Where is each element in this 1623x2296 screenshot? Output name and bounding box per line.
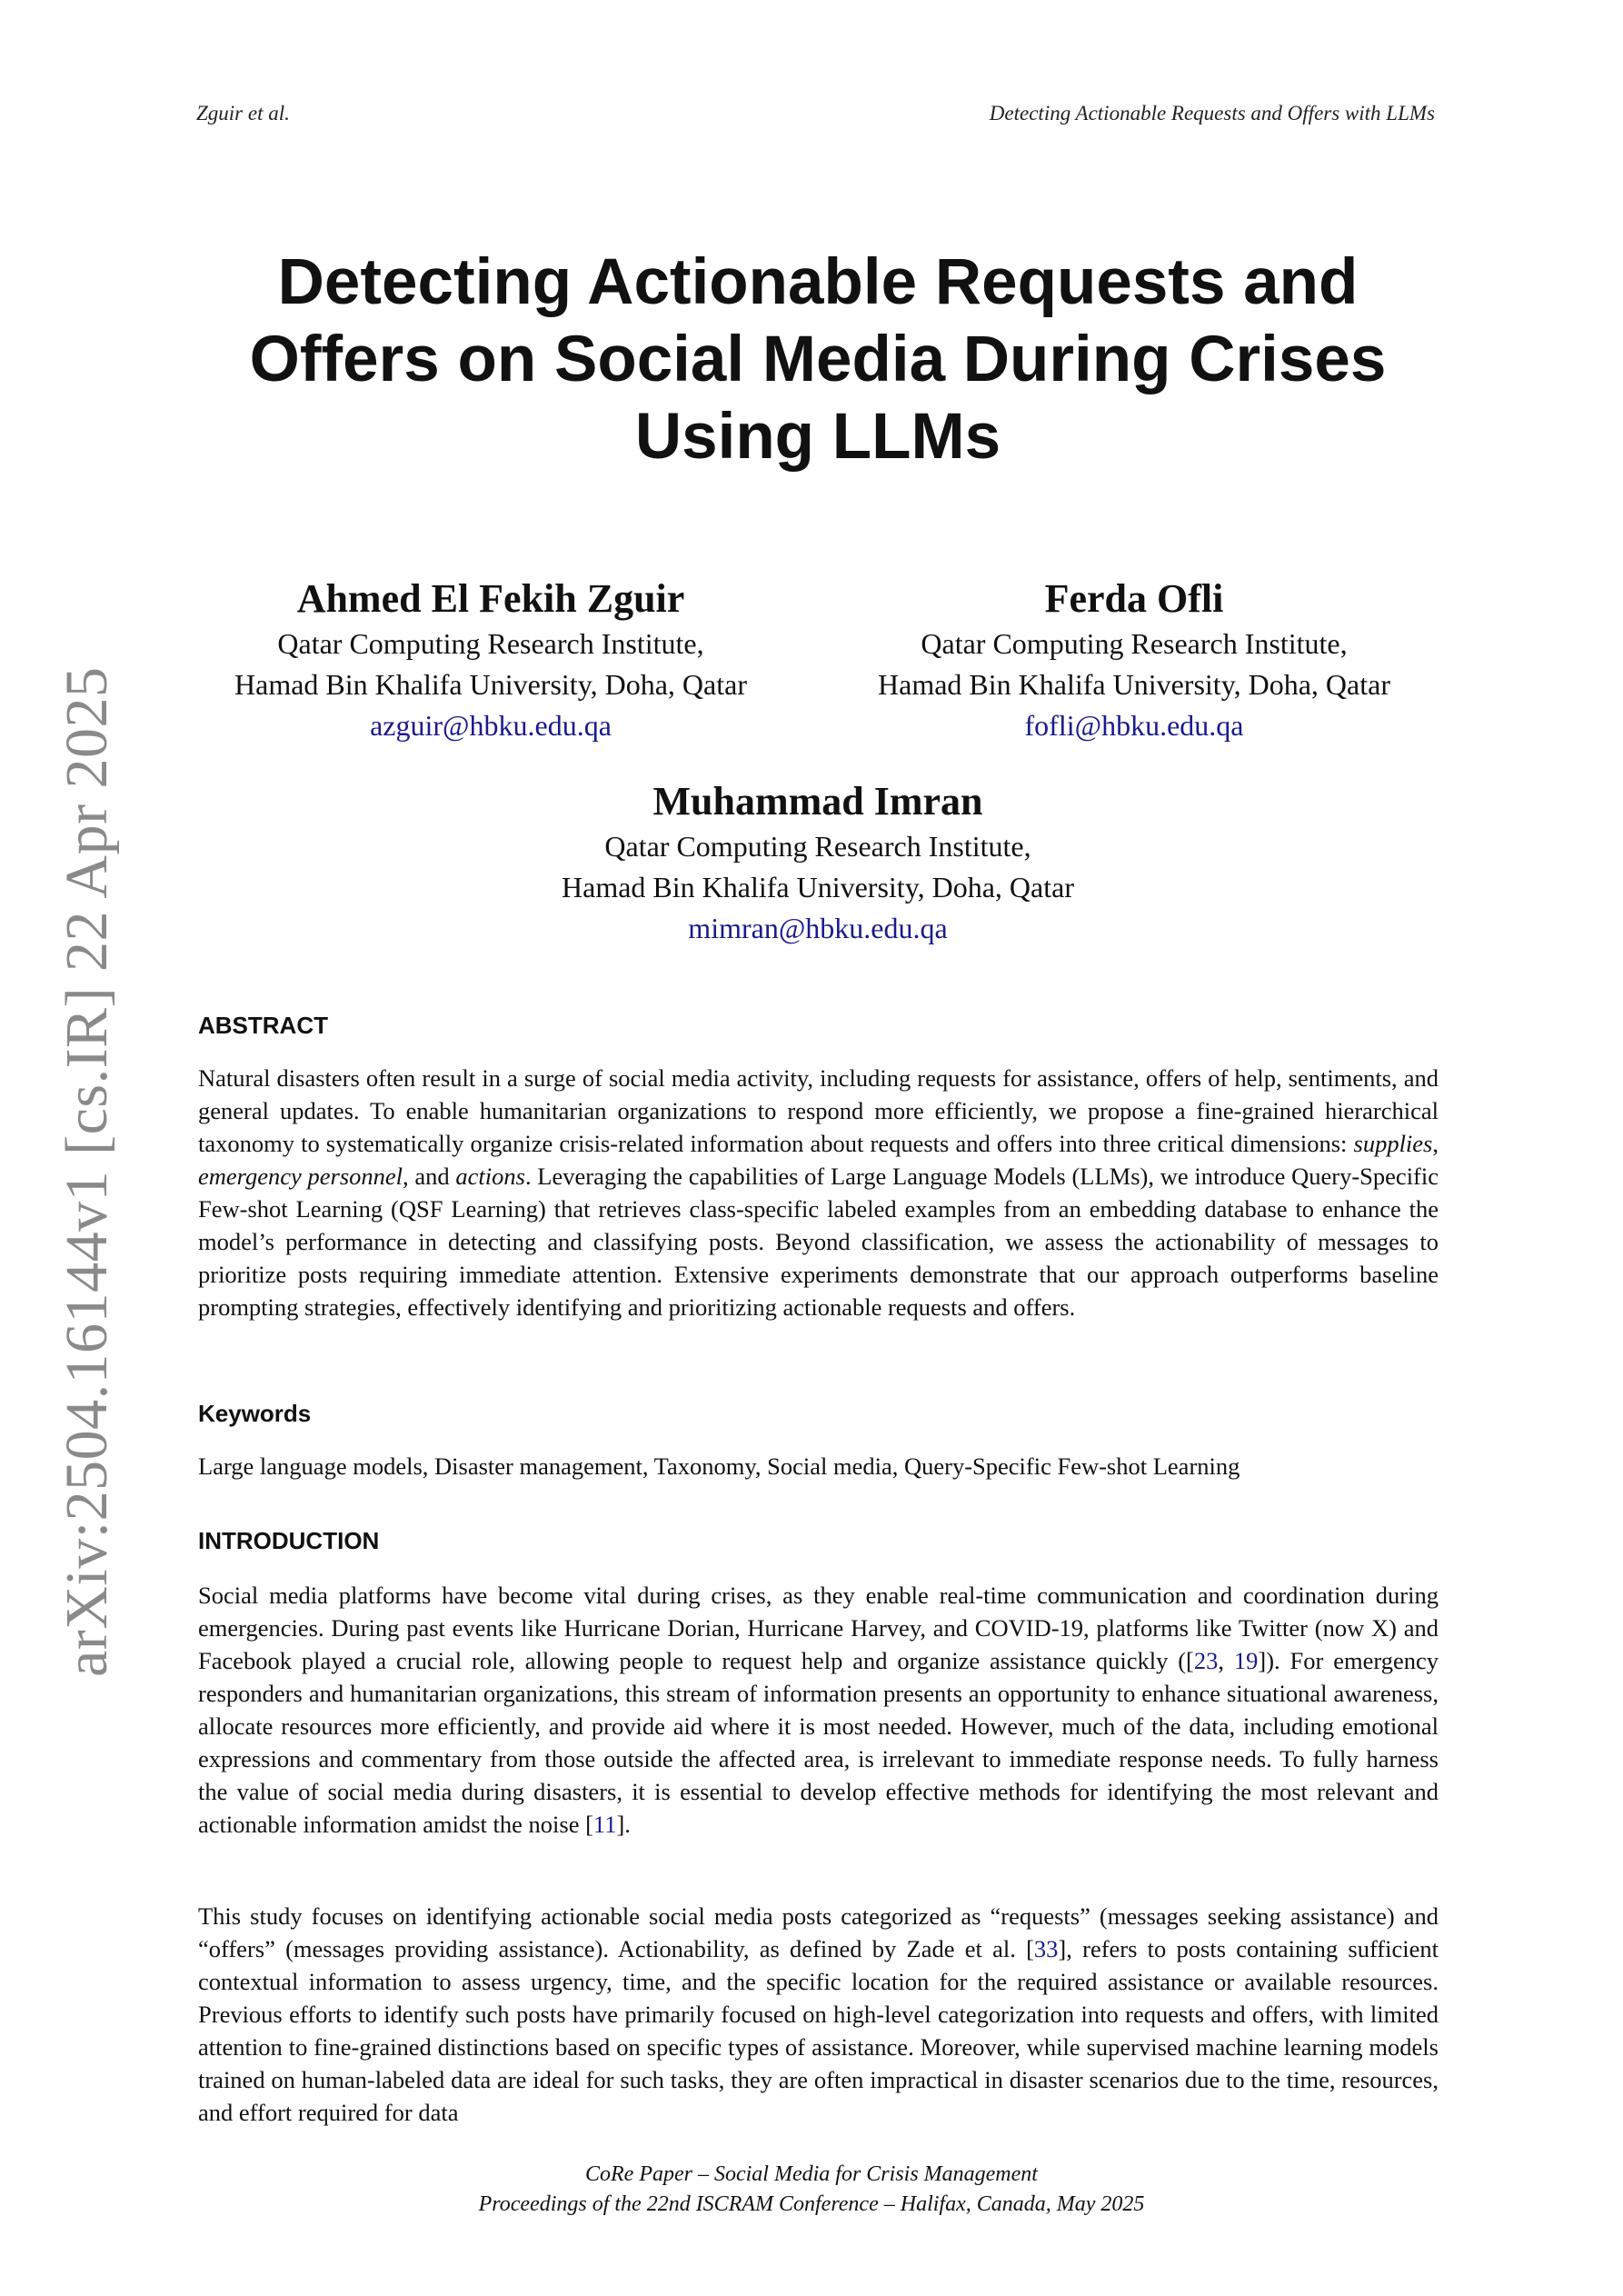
author-affiliation: Hamad Bin Khalifa University, Doha, Qatar xyxy=(878,668,1390,701)
author-name: Muhammad Imran xyxy=(652,779,983,824)
citation-link[interactable]: 11 xyxy=(592,1811,617,1838)
abstract-text-part: , xyxy=(1432,1130,1439,1157)
author-affiliation: Qatar Computing Research Institute, xyxy=(921,627,1348,660)
title-line-3: Using LLMs xyxy=(634,401,1001,473)
abstract-text-part: Natural disasters often result in a surge of social media activity, including requests for assistance, offers of help, sentiments, and general updates. To enable humanitarian organizations to respond more efficiently, we propose a fine-grained hierarchical taxonomy to systematically organize crisis-related information about requests and offers into three critical dimensions: xyxy=(198,1064,1439,1157)
abstract-emphasis: emergency personnel xyxy=(198,1163,403,1190)
paragraph-text: , xyxy=(1218,1647,1234,1674)
footer-line-2: Proceedings of the 22nd ISCRAM Conference – Halifax, Canada, May 2025 xyxy=(478,2192,1145,2216)
abstract-text-part: , and xyxy=(403,1163,456,1190)
introduction-paragraph-1 xyxy=(198,1579,1439,1841)
abstract-text-part: . Leveraging the capabilities of Large Language Models (LLMs), we introduce Query-Specific Few-shot Learning (QSF Learning) that retrieves class-specific labeled examples from an embedding database to enhance the model’s performance in detecting and classifying posts. Beyond classification, we assess the actionability of messages to prioritize posts requiring immediate attention. Extensive experiments demonstrate that our approach outperforms baseline prompting strategies, effectively identifying and prioritizing actionable requests and offers. xyxy=(198,1163,1439,1321)
citation-link[interactable]: 19 xyxy=(1233,1647,1259,1674)
paragraph-text: ]). For emergency responders and humanitarian organizations, this stream of information presents an opportunity to enhance situational awareness, allocate resources more efficiently, and provide aid where it is most needed. However, much of the data, including emotional expressions and commentary from those outside the affected area, is irrelevant to immediate response needs. To fully harness the value of social media during disasters, it is essential to develop effective methods for identifying the most relevant and actionable information amidst the noise [ xyxy=(198,1647,1439,1838)
footer-line-1: CoRe Paper – Social Media for Crisis Management xyxy=(585,2162,1038,2186)
author-block-imran xyxy=(500,777,1136,949)
author-affiliation: Qatar Computing Research Institute, xyxy=(277,627,704,660)
paragraph-text: Social media platforms have become vital during crises, as they enable real-time communication and coordination during emergencies. During past events like Hurricane Dorian, Hurricane Harvey, and COVID-19, platforms like Twitter (now X) and Facebook played a crucial role, allowing people to request help and organize assistance quickly ([ xyxy=(198,1582,1439,1674)
author-affiliation: Hamad Bin Khalifa University, Doha, Qatar xyxy=(562,871,1074,903)
abstract-emphasis: supplies xyxy=(1353,1130,1433,1157)
author-email-link[interactable]: fofli@hbku.edu.qa xyxy=(1024,709,1244,742)
arxiv-side-stamp: arXiv:2504.16144v1 [cs.IR] 22 Apr 2025 xyxy=(54,666,120,1677)
author-name: Ahmed El Fekih Zguir xyxy=(296,576,685,621)
keywords-heading: Keywords xyxy=(198,1400,312,1427)
author-name: Ferda Ofli xyxy=(1044,576,1224,621)
author-email-link[interactable]: azguir@hbku.edu.qa xyxy=(370,709,612,742)
abstract-heading: ABSTRACT xyxy=(198,1012,328,1039)
introduction-paragraph-2 xyxy=(198,1900,1439,2129)
title-line-1: Detecting Actionable Requests and xyxy=(277,246,1359,318)
paragraph-text: ], refers to posts containing sufficient contextual information to assess urgency, time, and the specific location for the required assistance or available resources. Previous efforts to identify such posts have primarily focused on high-level categorization into requests and offers, with limited attention to fine-grained distinctions based on specific types of assistance. Moreover, while supervised machine learning models trained on human-labeled data are ideal for such tasks, they are often impractical in disaster scenarios due to the time, resources, and effort required for data xyxy=(198,1935,1439,2126)
abstract-emphasis: actions xyxy=(455,1163,525,1190)
citation-link[interactable]: 33 xyxy=(1033,1935,1059,1962)
author-affiliation: Qatar Computing Research Institute, xyxy=(604,830,1031,863)
author-affiliation: Hamad Bin Khalifa University, Doha, Qatar xyxy=(234,668,747,701)
title-line-2: Offers on Social Media During Crises xyxy=(249,324,1387,395)
author-block-zguir xyxy=(182,574,800,746)
running-head-authors: Zguir et al. xyxy=(196,102,290,125)
introduction-heading: INTRODUCTION xyxy=(198,1527,380,1554)
paragraph-text: This study focuses on identifying actionable social media posts categorized as “requests” (messages seeking assistance) and “offers” (messages providing assistance). Actionability, as defined by Zade et al. [ xyxy=(198,1902,1439,1962)
paper-title xyxy=(164,244,1472,475)
author-block-ofli xyxy=(825,574,1443,746)
abstract-text xyxy=(198,1062,1439,1323)
paragraph-text: ]. xyxy=(616,1811,631,1838)
footer xyxy=(0,2160,1623,2220)
running-head-title: Detecting Actionable Requests and Offers with LLMs xyxy=(989,102,1435,125)
citation-link[interactable]: 23 xyxy=(1193,1647,1219,1674)
keywords-text: Large language models, Disaster management, Taxonomy, Social media, Query-Specific Few-shot Learning xyxy=(198,1452,1240,1480)
author-email-link[interactable]: mimran@hbku.edu.qa xyxy=(688,912,948,944)
